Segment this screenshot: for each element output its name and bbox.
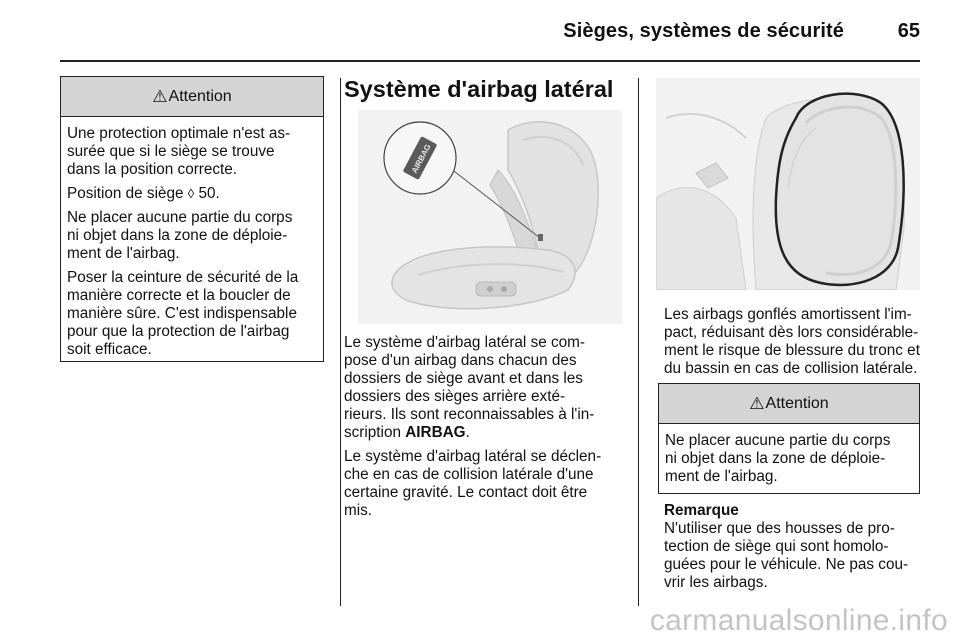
middle-text [344, 334, 630, 526]
warning-heading [61, 77, 323, 117]
warning-body [61, 117, 323, 359]
right-text [664, 306, 922, 384]
column-divider-left [340, 78, 341, 606]
airbag-illustration [656, 78, 920, 290]
reference-text: Position de siège [67, 185, 188, 202]
note-text: N'utiliser que des housses de pro- tection de siège qui sont homolo- guées pour le véhicule. Ne pas cou- vrir les airbags. [664, 520, 909, 591]
seat-airbag-label-figure [358, 110, 622, 324]
airbag-term: AIRBAG [405, 424, 466, 441]
note-heading: Remarque [664, 502, 739, 519]
watermark: carmanualsonline.info [649, 604, 948, 637]
warning-triangle-icon: ⚠ [152, 86, 168, 106]
paragraph: Le système d'airbag latéral se déclen- che en cas de collision latérale d'une certaine gravité. Le contact doit être mis. [344, 448, 602, 519]
paragraph-end: . [465, 424, 470, 441]
note-block [664, 502, 922, 592]
header-divider [60, 60, 920, 62]
warning-body [659, 424, 919, 486]
warning-heading-text: Attention [168, 87, 232, 105]
warning-paragraph: Ne placer aucune partie du corps ni objet dans la zone de déploie- ment de l'airbag. [67, 209, 293, 262]
warning-box-left [60, 76, 324, 362]
paragraph-text: Le système d'airbag latéral se com- pose d'un airbag dans chacun des dossiers de siège avant et dans les dossiers des sièges arrière exté- rieurs. Ils sont reconnaissables à l'in- scription [344, 334, 595, 441]
chapter-title: Sièges, systèmes de sécurité [563, 20, 844, 42]
seat-illustration [358, 110, 622, 324]
page-reference-icon: ◊ [187, 186, 195, 201]
column-divider-right [638, 78, 639, 606]
warning-heading-text: Attention [765, 394, 829, 412]
paragraph [344, 334, 630, 442]
page-number: 65 [897, 20, 920, 42]
warning-heading [659, 384, 919, 424]
inflated-airbag-figure [656, 78, 920, 290]
warning-box-right [658, 383, 920, 494]
warning-paragraph: Poser la ceinture de sécurité de la manière correcte et la boucler de manière sûre. C'est indispensable pour que la protection de l'airbag soit efficace. [67, 269, 299, 358]
paragraph: Les airbags gonflés amortissent l'im- pact, réduisant dès lors considérable- ment le risque de blessure du tronc et du bassin en cas de collision latérale. [664, 306, 920, 377]
warning-paragraph: Ne placer aucune partie du corps ni objet dans la zone de déploie- ment de l'airbag. [665, 432, 891, 485]
reference-page: 50. [194, 185, 220, 202]
section-title: Système d'airbag latéral [344, 76, 614, 102]
airbag-label: AIRBAG [409, 142, 433, 175]
warning-triangle-icon: ⚠ [749, 393, 765, 413]
page-header [0, 0, 960, 62]
warning-reference [67, 185, 323, 203]
warning-paragraph: Une protection optimale n'est as- surée que si le siège se trouve dans la position correcte. [67, 125, 291, 178]
